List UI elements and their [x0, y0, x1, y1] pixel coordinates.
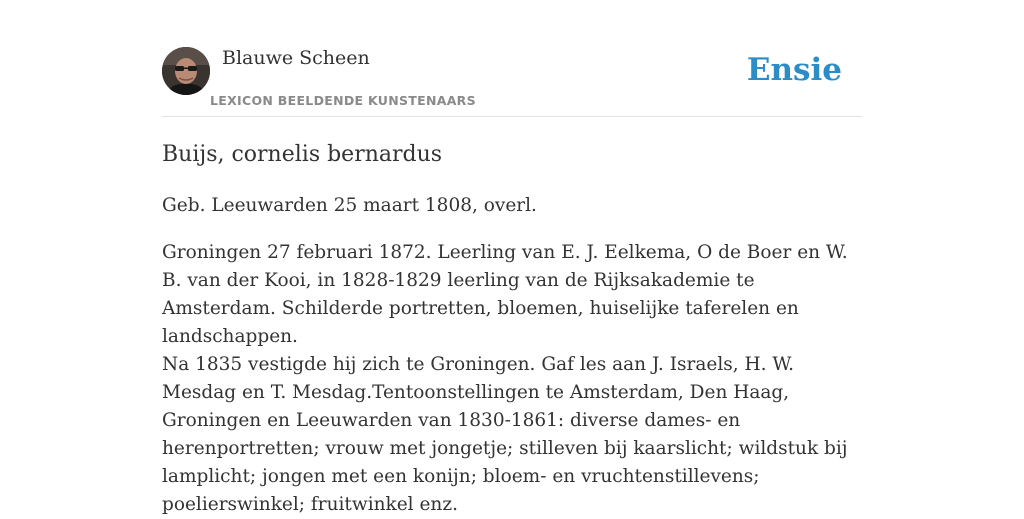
article-paragraph: Groningen 27 februari 1872. Leerling van E. J. Eelkema, O de Boer en W. B. van der Kooi, in 1828-1829 leerling van de Rijksakademie te Amsterdam. Schilderde portretten, bloemen, huiselijke taferelen en landschappen. — [162, 242, 848, 347]
author-avatar[interactable] — [162, 47, 210, 95]
article-paragraph: Geb. Leeuwarden 25 maart 1808, overl. — [162, 195, 537, 216]
category-label[interactable]: LEXICON BEELDENDE KUNSTENAARS — [210, 93, 476, 108]
person-photo-icon — [162, 47, 210, 95]
article-paragraph: Na 1835 vestigde hij zich te Groningen. Gaf les aan J. Israels, H. W. Mesdag en T. Mesdag.Tentoonstellingen te Amsterdam, Den Haag, Groningen en Leeuwarden van 1830-1861: diverse dames- en herenportretten; vrouw met jongetje; stilleven bij kaarslicht; wildstuk bij lamplicht; jongen met een konijn; bloem- en vruchtenstillevens; poelierswinkel; fruitwinkel enz. — [162, 354, 848, 515]
author-name[interactable]: Blauwe Scheen — [222, 47, 370, 69]
brand-logo[interactable]: Ensie — [746, 52, 842, 88]
page-header — [162, 46, 862, 117]
article-title: Buijs, cornelis bernardus — [162, 142, 443, 167]
